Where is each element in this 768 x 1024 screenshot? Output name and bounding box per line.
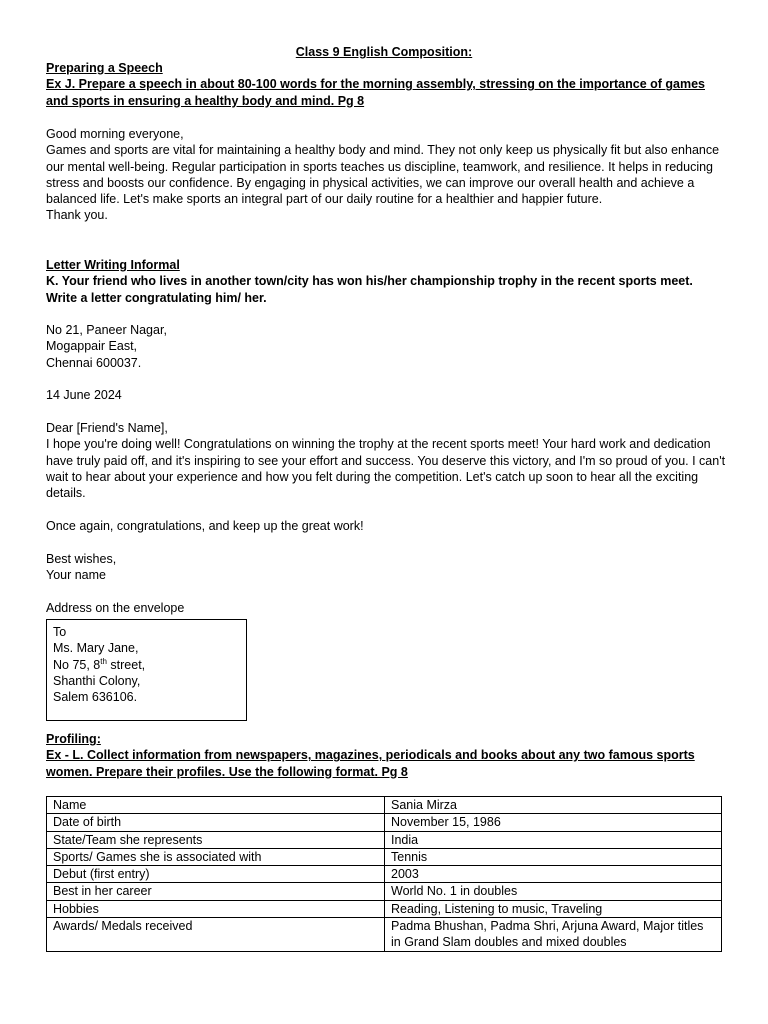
speech-body: Games and sports are vital for maintaining a healthy body and mind. They not only keep us physically fit but also enhance our mental well-being. Regular participation in sports teaches us discipline, teamwork, and resilience. It helps in reducing stress and boosts our confidence. By engaging in physical activities, we can improve our overall health and achieve a balanced life. Let's make sports an integral part of our daily routine for a healthier and happier future. xyxy=(46,143,720,207)
field-value: World No. 1 in doubles xyxy=(385,883,722,900)
letter-signoff: Best wishes, xyxy=(46,552,117,566)
field-label: State/Team she represents xyxy=(47,831,385,848)
field-value: Tennis xyxy=(385,848,722,865)
table-row xyxy=(47,883,722,900)
field-label: Debut (first entry) xyxy=(47,866,385,883)
table-row xyxy=(47,848,722,865)
speech-text xyxy=(46,126,726,224)
letter-task: K. Your friend who lives in another town/city has won his/her championship trophy in the recent sports meet. Write a letter congratulating him/ her. xyxy=(46,274,693,305)
field-label: Best in her career xyxy=(47,883,385,900)
speech-task: Ex J. Prepare a speech in about 80-100 words for the morning assembly, stressing on the importance of games and sports in ensuring a healthy body and mind. Pg 8 xyxy=(46,77,705,108)
letter-date: 14 June 2024 xyxy=(46,388,122,402)
letter-salutation: Dear [Friend's Name], xyxy=(46,421,168,435)
table-row xyxy=(47,831,722,848)
field-label: Date of birth xyxy=(47,814,385,831)
field-label: Sports/ Games she is associated with xyxy=(47,848,385,865)
letter-body-block xyxy=(46,420,726,501)
speech-heading: Preparing a Speech xyxy=(46,61,163,75)
field-value: Sania Mirza xyxy=(385,797,722,814)
field-label: Name xyxy=(47,797,385,814)
ordinal-suffix: th xyxy=(100,656,107,666)
table-row xyxy=(47,866,722,883)
letter-closing-line: Once again, congratulations, and keep up the great work! xyxy=(46,519,364,533)
table-row xyxy=(47,918,722,952)
envelope-area: Shanthi Colony, xyxy=(53,673,141,688)
letter-section xyxy=(46,257,726,306)
speech-closing: Thank you. xyxy=(46,208,108,223)
envelope-recipient: Ms. Mary Jane, xyxy=(53,641,139,656)
letter-heading: Letter Writing Informal xyxy=(46,258,180,272)
field-value: November 15, 1986 xyxy=(385,814,722,831)
field-value: India xyxy=(385,831,722,848)
profiling-heading: Profiling: xyxy=(46,732,101,746)
profiling-section xyxy=(46,731,726,780)
table-row xyxy=(47,797,722,814)
field-value: Reading, Listening to music, Traveling xyxy=(385,900,722,917)
envelope-street-name: street, xyxy=(106,657,146,672)
profiling-task: Ex - L. Collect information from newspapers, magazines, periodicals and books about any two famous sports women. Prepare their profiles. Use the following format. Pg 8 xyxy=(46,748,695,779)
address-line: No 21, Paneer Nagar, xyxy=(46,323,167,337)
letter-body: I hope you're doing well! Congratulations on winning the trophy at the recent sports meet! Your hard work and dedication have truly paid off, and it's inspiring to see your effort and success. You deserve this victory, and I'm so proud of you. I can't wait to hear about your experience and how you felt during the competition. Let's catch up soon to hear all the exciting details. xyxy=(46,437,726,501)
field-label: Hobbies xyxy=(47,900,385,917)
field-value: 2003 xyxy=(385,866,722,883)
field-value: Padma Bhushan, Padma Shri, Arjuna Award, Major titles in Grand Slam doubles and mixed doubles xyxy=(385,918,722,952)
envelope-address-box xyxy=(46,619,247,721)
envelope-to: To xyxy=(53,625,67,639)
table-row xyxy=(47,900,722,917)
profile-table xyxy=(46,796,722,952)
letter-signoff-block xyxy=(46,551,726,584)
field-label: Awards/ Medals received xyxy=(47,918,385,952)
letter-name: Your name xyxy=(46,568,106,583)
address-line: Mogappair East, xyxy=(46,339,138,354)
envelope-city: Salem 636106. xyxy=(53,690,138,705)
envelope-street-number: No 75, 8 xyxy=(53,657,101,672)
speech-greeting: Good morning everyone, xyxy=(46,127,184,141)
speech-section xyxy=(46,60,726,109)
address-line: Chennai 600037. xyxy=(46,355,142,370)
envelope-street xyxy=(53,657,246,673)
envelope-label: Address on the envelope xyxy=(46,601,185,615)
table-row xyxy=(47,814,722,831)
document-title: Class 9 English Composition: xyxy=(295,45,473,59)
sender-address xyxy=(46,322,726,371)
